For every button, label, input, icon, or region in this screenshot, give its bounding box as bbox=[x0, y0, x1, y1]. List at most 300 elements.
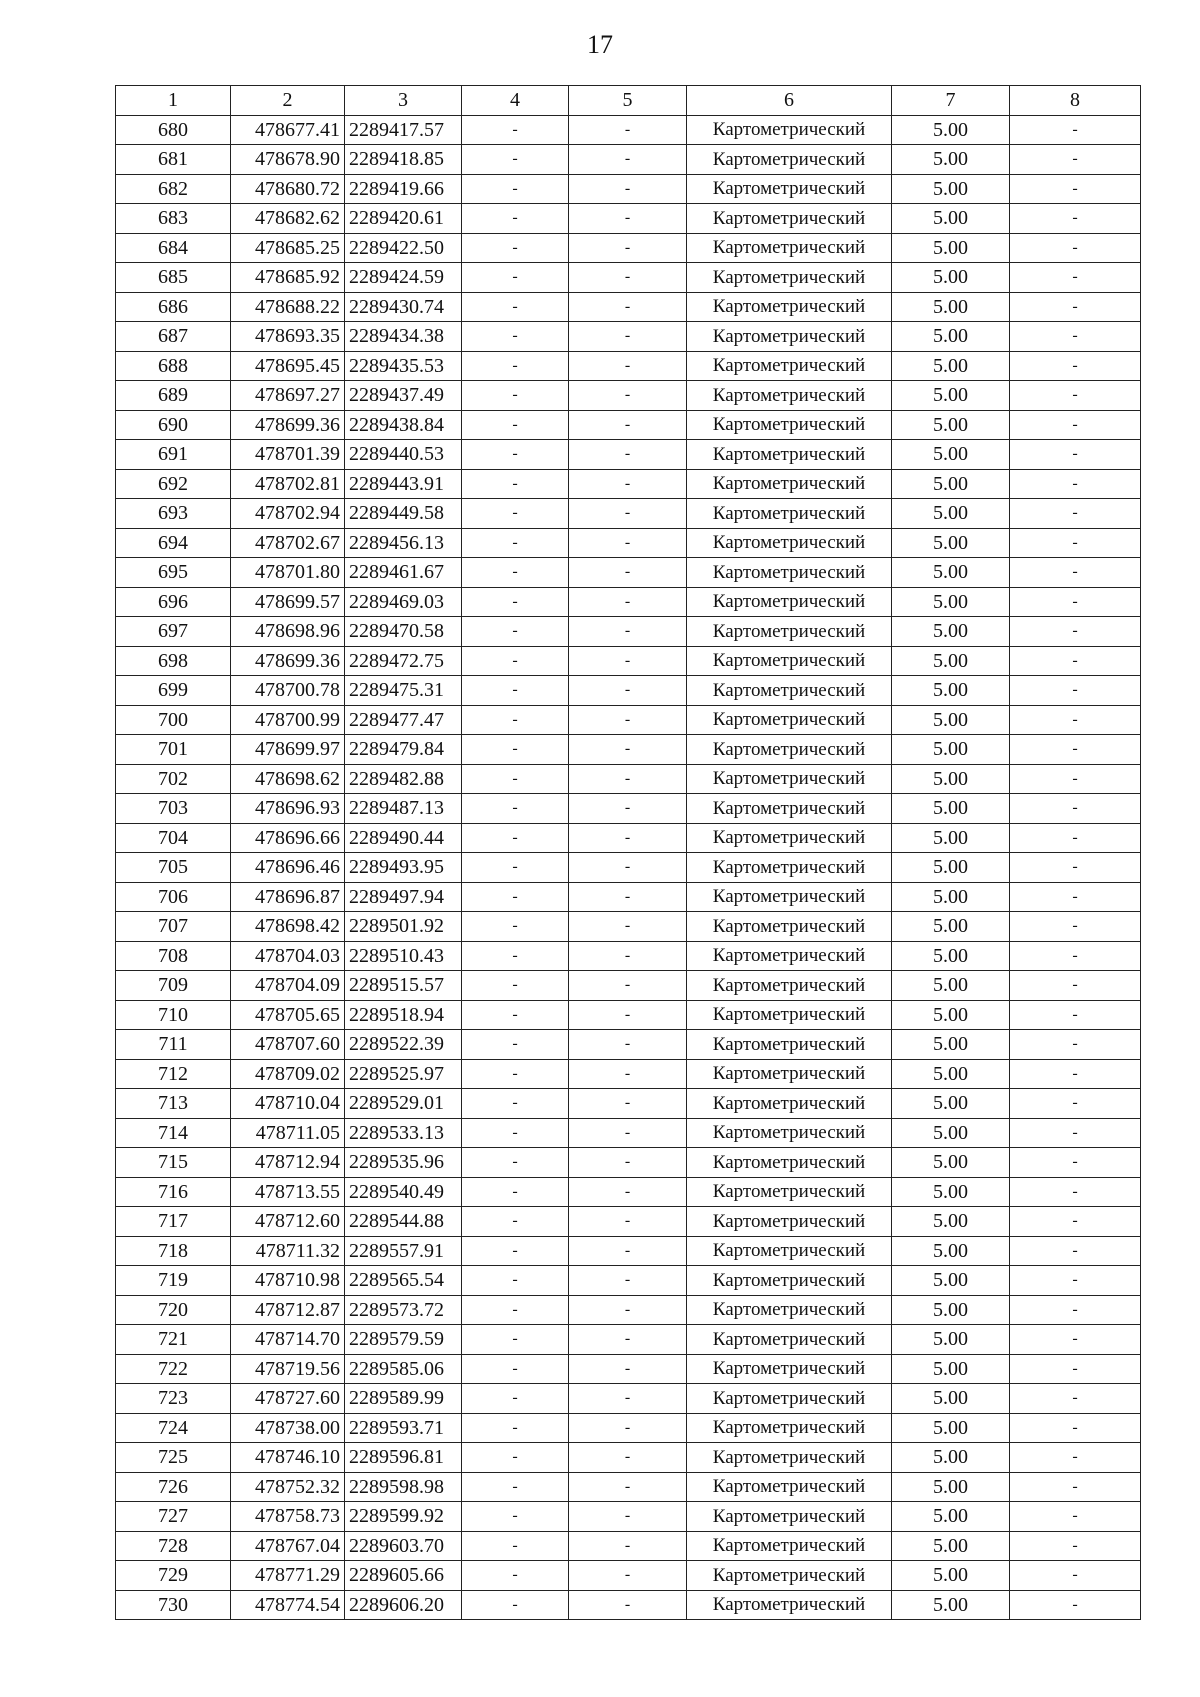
point-number-cell: 706 bbox=[116, 882, 231, 912]
method-cell: Картометрический bbox=[687, 912, 892, 942]
col4-cell: - bbox=[462, 646, 569, 676]
method-cell: Картометрический bbox=[687, 764, 892, 794]
coord-y-cell: 2289510.43 bbox=[345, 941, 462, 971]
table-row bbox=[116, 794, 1141, 824]
col8-cell: - bbox=[1010, 1148, 1141, 1178]
col8-cell: - bbox=[1010, 794, 1141, 824]
coord-x-cell: 478712.60 bbox=[231, 1207, 345, 1237]
coord-y-cell: 2289525.97 bbox=[345, 1059, 462, 1089]
precision-cell: 5.00 bbox=[892, 794, 1010, 824]
coord-y-cell: 2289497.94 bbox=[345, 882, 462, 912]
col5-cell: - bbox=[569, 1384, 687, 1414]
col5-cell: - bbox=[569, 1472, 687, 1502]
method-cell: Картометрический bbox=[687, 1443, 892, 1473]
col4-cell: - bbox=[462, 558, 569, 588]
col5-cell: - bbox=[569, 145, 687, 175]
table-row bbox=[116, 1030, 1141, 1060]
precision-cell: 5.00 bbox=[892, 1236, 1010, 1266]
col4-cell: - bbox=[462, 941, 569, 971]
method-cell: Картометрический bbox=[687, 1531, 892, 1561]
method-cell: Картометрический bbox=[687, 1177, 892, 1207]
col5-cell: - bbox=[569, 764, 687, 794]
precision-cell: 5.00 bbox=[892, 705, 1010, 735]
col5-cell: - bbox=[569, 351, 687, 381]
col8-cell: - bbox=[1010, 1059, 1141, 1089]
table-row bbox=[116, 705, 1141, 735]
table-row bbox=[116, 1177, 1141, 1207]
precision-cell: 5.00 bbox=[892, 1000, 1010, 1030]
coord-y-cell: 2289469.03 bbox=[345, 587, 462, 617]
col4-cell: - bbox=[462, 1030, 569, 1060]
coord-x-cell: 478699.36 bbox=[231, 410, 345, 440]
col4-cell: - bbox=[462, 440, 569, 470]
col8-cell: - bbox=[1010, 971, 1141, 1001]
point-number-cell: 690 bbox=[116, 410, 231, 440]
coord-y-cell: 2289430.74 bbox=[345, 292, 462, 322]
col4-cell: - bbox=[462, 823, 569, 853]
col5-cell: - bbox=[569, 676, 687, 706]
col5-cell: - bbox=[569, 381, 687, 411]
method-cell: Картометрический bbox=[687, 1472, 892, 1502]
coord-y-cell: 2289596.81 bbox=[345, 1443, 462, 1473]
method-cell: Картометрический bbox=[687, 115, 892, 145]
point-number-cell: 683 bbox=[116, 204, 231, 234]
precision-cell: 5.00 bbox=[892, 263, 1010, 293]
coord-x-cell: 478711.32 bbox=[231, 1236, 345, 1266]
col4-cell: - bbox=[462, 1148, 569, 1178]
method-cell: Картометрический bbox=[687, 469, 892, 499]
coord-y-cell: 2289522.39 bbox=[345, 1030, 462, 1060]
method-cell: Картометрический bbox=[687, 882, 892, 912]
coord-x-cell: 478680.72 bbox=[231, 174, 345, 204]
precision-cell: 5.00 bbox=[892, 1384, 1010, 1414]
table-row bbox=[116, 1413, 1141, 1443]
coord-y-cell: 2289449.58 bbox=[345, 499, 462, 529]
method-cell: Картометрический bbox=[687, 1207, 892, 1237]
col4-cell: - bbox=[462, 115, 569, 145]
coord-x-cell: 478693.35 bbox=[231, 322, 345, 352]
col4-cell: - bbox=[462, 1266, 569, 1296]
coord-y-cell: 2289603.70 bbox=[345, 1531, 462, 1561]
col5-cell: - bbox=[569, 1354, 687, 1384]
method-cell: Картометрический bbox=[687, 971, 892, 1001]
col5-cell: - bbox=[569, 263, 687, 293]
precision-cell: 5.00 bbox=[892, 764, 1010, 794]
col4-cell: - bbox=[462, 1000, 569, 1030]
table-row bbox=[116, 440, 1141, 470]
coord-y-cell: 2289477.47 bbox=[345, 705, 462, 735]
col8-cell: - bbox=[1010, 912, 1141, 942]
col8-cell: - bbox=[1010, 440, 1141, 470]
table-body bbox=[116, 115, 1141, 1620]
coord-x-cell: 478699.57 bbox=[231, 587, 345, 617]
col5-cell: - bbox=[569, 1531, 687, 1561]
coord-y-cell: 2289529.01 bbox=[345, 1089, 462, 1119]
method-cell: Картометрический bbox=[687, 351, 892, 381]
col8-cell: - bbox=[1010, 764, 1141, 794]
method-cell: Картометрический bbox=[687, 941, 892, 971]
precision-cell: 5.00 bbox=[892, 853, 1010, 883]
coord-y-cell: 2289579.59 bbox=[345, 1325, 462, 1355]
col4-cell: - bbox=[462, 617, 569, 647]
table-row bbox=[116, 1531, 1141, 1561]
method-cell: Картометрический bbox=[687, 1118, 892, 1148]
point-number-cell: 724 bbox=[116, 1413, 231, 1443]
point-number-cell: 691 bbox=[116, 440, 231, 470]
method-cell: Картометрический bbox=[687, 440, 892, 470]
coord-x-cell: 478713.55 bbox=[231, 1177, 345, 1207]
method-cell: Картометрический bbox=[687, 1561, 892, 1591]
point-number-cell: 680 bbox=[116, 115, 231, 145]
table-row bbox=[116, 351, 1141, 381]
table-row bbox=[116, 1089, 1141, 1119]
table-row bbox=[116, 499, 1141, 529]
col4-cell: - bbox=[462, 1207, 569, 1237]
point-number-cell: 689 bbox=[116, 381, 231, 411]
point-number-cell: 693 bbox=[116, 499, 231, 529]
method-cell: Картометрический bbox=[687, 1030, 892, 1060]
col4-cell: - bbox=[462, 1443, 569, 1473]
col8-cell: - bbox=[1010, 204, 1141, 234]
column-header: 8 bbox=[1010, 86, 1141, 116]
point-number-cell: 722 bbox=[116, 1354, 231, 1384]
col8-cell: - bbox=[1010, 1413, 1141, 1443]
method-cell: Картометрический bbox=[687, 381, 892, 411]
precision-cell: 5.00 bbox=[892, 440, 1010, 470]
method-cell: Картометрический bbox=[687, 1354, 892, 1384]
col8-cell: - bbox=[1010, 853, 1141, 883]
coord-y-cell: 2289598.98 bbox=[345, 1472, 462, 1502]
coord-y-cell: 2289487.13 bbox=[345, 794, 462, 824]
table-row bbox=[116, 1118, 1141, 1148]
coord-y-cell: 2289434.38 bbox=[345, 322, 462, 352]
point-number-cell: 710 bbox=[116, 1000, 231, 1030]
coord-x-cell: 478702.67 bbox=[231, 528, 345, 558]
col4-cell: - bbox=[462, 1413, 569, 1443]
method-cell: Картометрический bbox=[687, 1266, 892, 1296]
coord-y-cell: 2289435.53 bbox=[345, 351, 462, 381]
coord-y-cell: 2289573.72 bbox=[345, 1295, 462, 1325]
coord-x-cell: 478699.36 bbox=[231, 646, 345, 676]
col8-cell: - bbox=[1010, 322, 1141, 352]
point-number-cell: 730 bbox=[116, 1590, 231, 1620]
col5-cell: - bbox=[569, 499, 687, 529]
point-number-cell: 718 bbox=[116, 1236, 231, 1266]
table-row bbox=[116, 115, 1141, 145]
precision-cell: 5.00 bbox=[892, 1266, 1010, 1296]
col4-cell: - bbox=[462, 204, 569, 234]
coord-x-cell: 478702.94 bbox=[231, 499, 345, 529]
point-number-cell: 700 bbox=[116, 705, 231, 735]
col5-cell: - bbox=[569, 617, 687, 647]
precision-cell: 5.00 bbox=[892, 1295, 1010, 1325]
precision-cell: 5.00 bbox=[892, 676, 1010, 706]
coord-y-cell: 2289456.13 bbox=[345, 528, 462, 558]
col8-cell: - bbox=[1010, 263, 1141, 293]
col4-cell: - bbox=[462, 469, 569, 499]
table-row bbox=[116, 617, 1141, 647]
coord-y-cell: 2289461.67 bbox=[345, 558, 462, 588]
col4-cell: - bbox=[462, 1531, 569, 1561]
coord-x-cell: 478685.92 bbox=[231, 263, 345, 293]
coord-x-cell: 478698.96 bbox=[231, 617, 345, 647]
coord-y-cell: 2289475.31 bbox=[345, 676, 462, 706]
col5-cell: - bbox=[569, 882, 687, 912]
col8-cell: - bbox=[1010, 823, 1141, 853]
col5-cell: - bbox=[569, 735, 687, 765]
col4-cell: - bbox=[462, 499, 569, 529]
coord-x-cell: 478697.27 bbox=[231, 381, 345, 411]
col8-cell: - bbox=[1010, 735, 1141, 765]
coord-y-cell: 2289419.66 bbox=[345, 174, 462, 204]
precision-cell: 5.00 bbox=[892, 1148, 1010, 1178]
table-row bbox=[116, 233, 1141, 263]
col8-cell: - bbox=[1010, 233, 1141, 263]
col8-cell: - bbox=[1010, 1266, 1141, 1296]
coord-x-cell: 478685.25 bbox=[231, 233, 345, 263]
col8-cell: - bbox=[1010, 1030, 1141, 1060]
coord-x-cell: 478712.87 bbox=[231, 1295, 345, 1325]
table-row bbox=[116, 204, 1141, 234]
col8-cell: - bbox=[1010, 145, 1141, 175]
precision-cell: 5.00 bbox=[892, 823, 1010, 853]
precision-cell: 5.00 bbox=[892, 1118, 1010, 1148]
coord-x-cell: 478710.98 bbox=[231, 1266, 345, 1296]
col5-cell: - bbox=[569, 410, 687, 440]
col4-cell: - bbox=[462, 1089, 569, 1119]
col8-cell: - bbox=[1010, 115, 1141, 145]
col4-cell: - bbox=[462, 764, 569, 794]
coord-y-cell: 2289606.20 bbox=[345, 1590, 462, 1620]
method-cell: Картометрический bbox=[687, 233, 892, 263]
coord-x-cell: 478709.02 bbox=[231, 1059, 345, 1089]
coord-y-cell: 2289501.92 bbox=[345, 912, 462, 942]
coord-x-cell: 478677.41 bbox=[231, 115, 345, 145]
col8-cell: - bbox=[1010, 1177, 1141, 1207]
point-number-cell: 699 bbox=[116, 676, 231, 706]
coord-y-cell: 2289533.13 bbox=[345, 1118, 462, 1148]
col4-cell: - bbox=[462, 971, 569, 1001]
method-cell: Картометрический bbox=[687, 853, 892, 883]
col5-cell: - bbox=[569, 1443, 687, 1473]
col5-cell: - bbox=[569, 558, 687, 588]
table-row bbox=[116, 823, 1141, 853]
coord-x-cell: 478746.10 bbox=[231, 1443, 345, 1473]
col4-cell: - bbox=[462, 1059, 569, 1089]
table-row bbox=[116, 1266, 1141, 1296]
table-row bbox=[116, 292, 1141, 322]
col5-cell: - bbox=[569, 233, 687, 263]
point-number-cell: 696 bbox=[116, 587, 231, 617]
table-row bbox=[116, 558, 1141, 588]
table-row bbox=[116, 174, 1141, 204]
col8-cell: - bbox=[1010, 705, 1141, 735]
coord-x-cell: 478704.03 bbox=[231, 941, 345, 971]
col8-cell: - bbox=[1010, 499, 1141, 529]
coord-x-cell: 478701.39 bbox=[231, 440, 345, 470]
precision-cell: 5.00 bbox=[892, 528, 1010, 558]
coord-y-cell: 2289605.66 bbox=[345, 1561, 462, 1591]
col4-cell: - bbox=[462, 1236, 569, 1266]
table-row bbox=[116, 1236, 1141, 1266]
precision-cell: 5.00 bbox=[892, 174, 1010, 204]
method-cell: Картометрический bbox=[687, 587, 892, 617]
coord-y-cell: 2289490.44 bbox=[345, 823, 462, 853]
method-cell: Картометрический bbox=[687, 558, 892, 588]
col4-cell: - bbox=[462, 705, 569, 735]
coordinates-table bbox=[115, 85, 1141, 1620]
method-cell: Картометрический bbox=[687, 735, 892, 765]
col4-cell: - bbox=[462, 735, 569, 765]
table-header-row bbox=[116, 86, 1141, 116]
col5-cell: - bbox=[569, 292, 687, 322]
col5-cell: - bbox=[569, 823, 687, 853]
column-header: 7 bbox=[892, 86, 1010, 116]
coord-y-cell: 2289589.99 bbox=[345, 1384, 462, 1414]
col8-cell: - bbox=[1010, 1590, 1141, 1620]
table-row bbox=[116, 145, 1141, 175]
coord-x-cell: 478698.42 bbox=[231, 912, 345, 942]
col4-cell: - bbox=[462, 853, 569, 883]
col8-cell: - bbox=[1010, 410, 1141, 440]
col8-cell: - bbox=[1010, 941, 1141, 971]
coord-y-cell: 2289420.61 bbox=[345, 204, 462, 234]
coord-x-cell: 478758.73 bbox=[231, 1502, 345, 1532]
col4-cell: - bbox=[462, 233, 569, 263]
coord-x-cell: 478719.56 bbox=[231, 1354, 345, 1384]
method-cell: Картометрический bbox=[687, 322, 892, 352]
col5-cell: - bbox=[569, 587, 687, 617]
col8-cell: - bbox=[1010, 1531, 1141, 1561]
point-number-cell: 708 bbox=[116, 941, 231, 971]
coord-x-cell: 478696.46 bbox=[231, 853, 345, 883]
table-row bbox=[116, 587, 1141, 617]
col5-cell: - bbox=[569, 1059, 687, 1089]
method-cell: Картометрический bbox=[687, 676, 892, 706]
col4-cell: - bbox=[462, 528, 569, 558]
coord-x-cell: 478702.81 bbox=[231, 469, 345, 499]
point-number-cell: 686 bbox=[116, 292, 231, 322]
col5-cell: - bbox=[569, 1148, 687, 1178]
col5-cell: - bbox=[569, 1561, 687, 1591]
col8-cell: - bbox=[1010, 528, 1141, 558]
point-number-cell: 709 bbox=[116, 971, 231, 1001]
method-cell: Картометрический bbox=[687, 145, 892, 175]
col5-cell: - bbox=[569, 794, 687, 824]
coord-x-cell: 478704.09 bbox=[231, 971, 345, 1001]
table-row bbox=[116, 882, 1141, 912]
method-cell: Картометрический bbox=[687, 1325, 892, 1355]
col5-cell: - bbox=[569, 705, 687, 735]
coord-x-cell: 478774.54 bbox=[231, 1590, 345, 1620]
method-cell: Картометрический bbox=[687, 1295, 892, 1325]
column-header: 1 bbox=[116, 86, 231, 116]
coord-y-cell: 2289593.71 bbox=[345, 1413, 462, 1443]
point-number-cell: 717 bbox=[116, 1207, 231, 1237]
point-number-cell: 698 bbox=[116, 646, 231, 676]
page-number: 17 bbox=[587, 30, 613, 59]
table-row bbox=[116, 528, 1141, 558]
col4-cell: - bbox=[462, 912, 569, 942]
precision-cell: 5.00 bbox=[892, 882, 1010, 912]
col8-cell: - bbox=[1010, 1000, 1141, 1030]
col8-cell: - bbox=[1010, 381, 1141, 411]
col8-cell: - bbox=[1010, 1118, 1141, 1148]
point-number-cell: 720 bbox=[116, 1295, 231, 1325]
col8-cell: - bbox=[1010, 1443, 1141, 1473]
col4-cell: - bbox=[462, 381, 569, 411]
table-row bbox=[116, 1295, 1141, 1325]
coord-y-cell: 2289440.53 bbox=[345, 440, 462, 470]
method-cell: Картометрический bbox=[687, 823, 892, 853]
col4-cell: - bbox=[462, 292, 569, 322]
coord-y-cell: 2289417.57 bbox=[345, 115, 462, 145]
point-number-cell: 713 bbox=[116, 1089, 231, 1119]
precision-cell: 5.00 bbox=[892, 1443, 1010, 1473]
col8-cell: - bbox=[1010, 646, 1141, 676]
method-cell: Картометрический bbox=[687, 1089, 892, 1119]
col5-cell: - bbox=[569, 853, 687, 883]
point-number-cell: 727 bbox=[116, 1502, 231, 1532]
col5-cell: - bbox=[569, 174, 687, 204]
col4-cell: - bbox=[462, 1354, 569, 1384]
precision-cell: 5.00 bbox=[892, 1030, 1010, 1060]
col8-cell: - bbox=[1010, 558, 1141, 588]
col4-cell: - bbox=[462, 1118, 569, 1148]
col5-cell: - bbox=[569, 204, 687, 234]
precision-cell: 5.00 bbox=[892, 735, 1010, 765]
table-row bbox=[116, 263, 1141, 293]
col4-cell: - bbox=[462, 1502, 569, 1532]
col4-cell: - bbox=[462, 1384, 569, 1414]
precision-cell: 5.00 bbox=[892, 646, 1010, 676]
method-cell: Картометрический bbox=[687, 794, 892, 824]
col8-cell: - bbox=[1010, 1384, 1141, 1414]
method-cell: Картометрический bbox=[687, 705, 892, 735]
coord-y-cell: 2289470.58 bbox=[345, 617, 462, 647]
col5-cell: - bbox=[569, 1236, 687, 1266]
coord-x-cell: 478688.22 bbox=[231, 292, 345, 322]
coord-x-cell: 478738.00 bbox=[231, 1413, 345, 1443]
table-row bbox=[116, 941, 1141, 971]
precision-cell: 5.00 bbox=[892, 1472, 1010, 1502]
col4-cell: - bbox=[462, 794, 569, 824]
col5-cell: - bbox=[569, 1030, 687, 1060]
coord-x-cell: 478701.80 bbox=[231, 558, 345, 588]
coord-x-cell: 478695.45 bbox=[231, 351, 345, 381]
col4-cell: - bbox=[462, 1561, 569, 1591]
point-number-cell: 714 bbox=[116, 1118, 231, 1148]
precision-cell: 5.00 bbox=[892, 204, 1010, 234]
precision-cell: 5.00 bbox=[892, 1413, 1010, 1443]
precision-cell: 5.00 bbox=[892, 410, 1010, 440]
col4-cell: - bbox=[462, 1295, 569, 1325]
col5-cell: - bbox=[569, 1502, 687, 1532]
col5-cell: - bbox=[569, 971, 687, 1001]
point-number-cell: 705 bbox=[116, 853, 231, 883]
precision-cell: 5.00 bbox=[892, 587, 1010, 617]
point-number-cell: 694 bbox=[116, 528, 231, 558]
col4-cell: - bbox=[462, 676, 569, 706]
coord-x-cell: 478682.62 bbox=[231, 204, 345, 234]
col5-cell: - bbox=[569, 1118, 687, 1148]
col5-cell: - bbox=[569, 1000, 687, 1030]
method-cell: Картометрический bbox=[687, 1413, 892, 1443]
method-cell: Картометрический bbox=[687, 1502, 892, 1532]
col5-cell: - bbox=[569, 440, 687, 470]
precision-cell: 5.00 bbox=[892, 145, 1010, 175]
method-cell: Картометрический bbox=[687, 1059, 892, 1089]
